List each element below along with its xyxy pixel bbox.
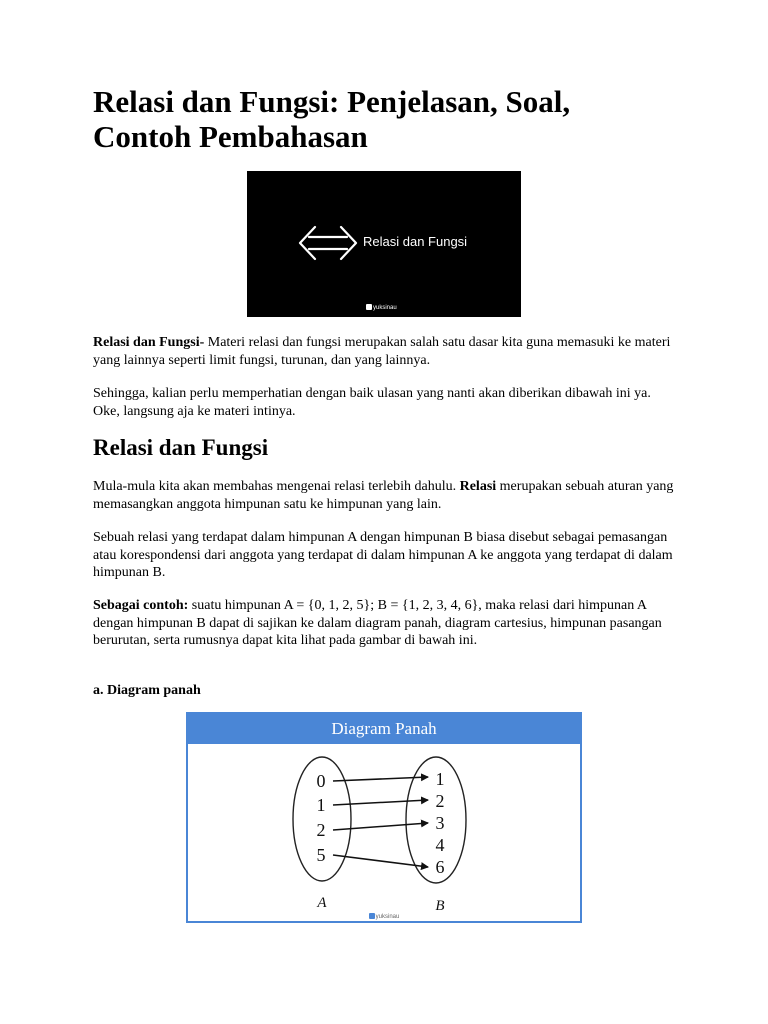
brand-logo-icon <box>369 913 375 919</box>
set-b-element: 3 <box>435 813 445 833</box>
set-b-element: 6 <box>435 857 445 877</box>
set-a-element: 0 <box>316 771 326 791</box>
relation-arrow <box>333 823 428 830</box>
diagram-header: Diagram Panah <box>188 714 580 744</box>
hero-caption: Relasi dan Fungsi <box>363 234 468 249</box>
section-heading: Relasi dan Fungsi <box>93 435 269 460</box>
paragraph-5: Sebagai contoh: suatu himpunan A = {0, 1, 2, 5}; B = {1, 2, 3, 4, 6}, maka relasi dari himpunan A dengan himpunan B dapat di sajikan ke dalam diagram panah, diagram cartesius, himpunan pasangan berurutan, serta rumusnya dapat kita lihat pada gambar di bawah ini. <box>93 598 662 648</box>
set-a-element: 2 <box>316 820 326 840</box>
set-b-label: B <box>435 898 445 914</box>
arrow-diagram-figure <box>186 712 582 923</box>
paragraph-3: Mula-mula kita akan membahas mengenai relasi terlebih dahulu. Relasi merupakan sebuah aturan yang memasangkan anggota himpunan satu ke himpunan yang lain. <box>93 479 674 512</box>
set-b-element: 4 <box>435 835 445 855</box>
paragraph-4: Sebuah relasi yang terdapat dalam himpunan A dengan himpunan B biasa disebut sebagai pemasangan atau korespondensi dari anggota yang terdapat di dalam himpunan A ke anggota yang terdapat di dalam himpunan B. <box>93 530 673 580</box>
set-b-element: 1 <box>435 769 445 789</box>
hero-brand: yuksinau <box>366 304 397 311</box>
set-a-label: A <box>317 895 327 911</box>
relation-arrow <box>333 800 428 805</box>
hero-image <box>247 171 521 317</box>
brand-logo-icon <box>366 304 372 310</box>
set-a-element: 5 <box>316 845 326 865</box>
diagram-brand: yuksinau <box>188 913 580 920</box>
set-b-element: 2 <box>435 791 445 811</box>
page-title: Relasi dan Fungsi: Penjelasan, Soal, Contoh Pembahasan <box>93 84 571 154</box>
intro-paragraph: Relasi dan Fungsi- Materi relasi dan fungsi merupakan salah satu dasar kita guna memasuki ke materi yang lainnya seperti limit fungsi, turunan, dan yang lainnya. <box>93 335 671 368</box>
paragraph-2: Sehingga, kalian perlu memperhatian dengan baik ulasan yang nanti akan diberikan dibawah ini ya. Oke, langsung aja ke materi intinya. <box>93 386 651 419</box>
arrow-diagram <box>188 744 580 921</box>
subheading-diagram-panah: a. Diagram panah <box>93 683 201 698</box>
double-arrow-icon <box>297 223 359 263</box>
set-a-element: 1 <box>316 795 326 815</box>
